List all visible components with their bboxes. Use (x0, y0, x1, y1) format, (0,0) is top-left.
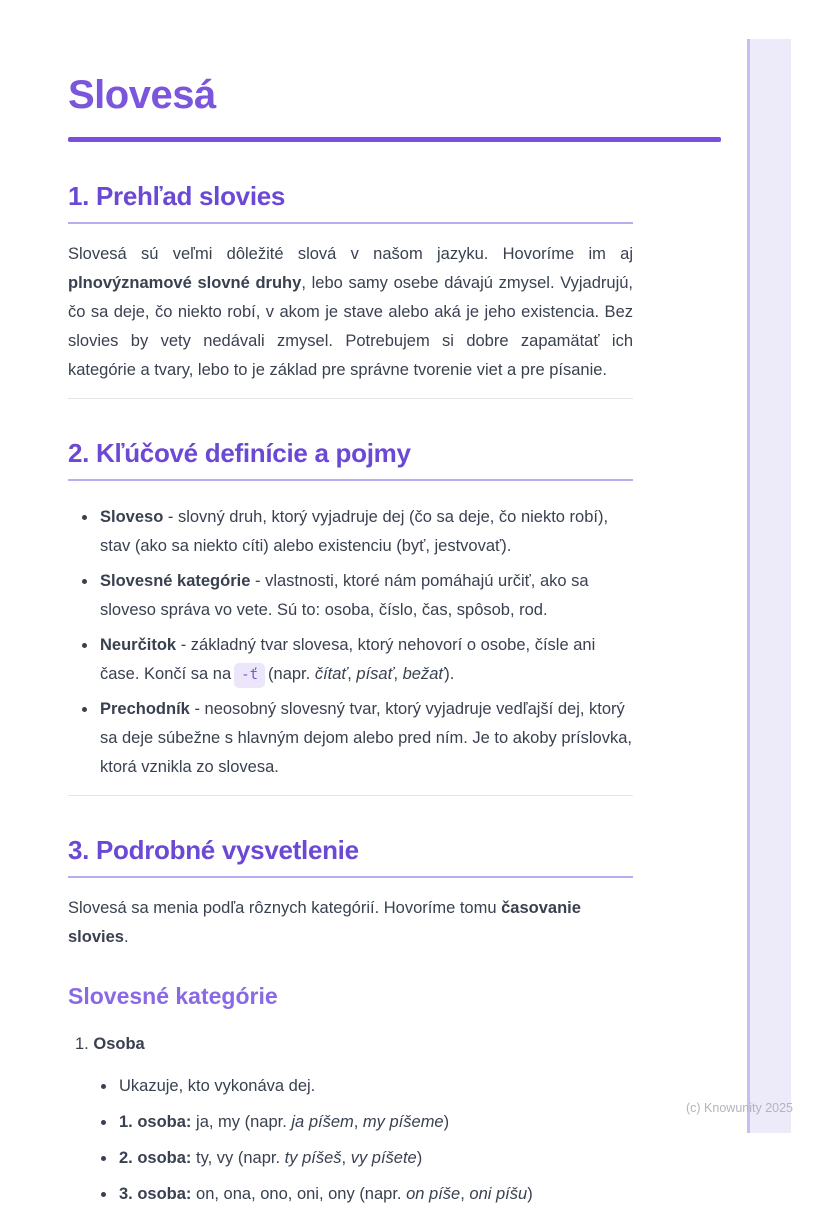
text-segment: plnovýznamové slovné druhy (68, 274, 302, 292)
text-segment: Neurčitok (100, 636, 177, 654)
text-segment: - neosobný slovesný tvar, ktorý vyjadruje vedľajší dej, ktorý sa deje súbežne s hlavným dejom alebo pred ním. Je to akoby príslovka, ktorá vznikla zo slovesa. (100, 700, 632, 776)
text-segment: ) (527, 1185, 533, 1203)
osoba-sub-list (75, 1072, 633, 1209)
inline-code-chip: -ť (234, 663, 265, 688)
text-segment: , (460, 1185, 470, 1203)
sub-list-item (117, 1108, 633, 1137)
text-segment: písať (356, 665, 394, 683)
text-segment: - základný tvar slovesa, ktorý nehovorí o osobe, čísle ani čase. Končí sa na (100, 636, 596, 683)
text-segment: , (353, 1113, 363, 1131)
text-segment: 3. osoba: (119, 1185, 192, 1203)
text-segment: ) (443, 1113, 450, 1131)
text-segment: Prechodník (100, 700, 190, 718)
text-segment: my píšeme (362, 1113, 444, 1131)
text-segment: Sloveso (100, 508, 164, 526)
subsection-heading-categories: Slovesné kategórie (68, 983, 278, 1009)
text-segment: 1. osoba: (119, 1113, 192, 1131)
document-content (68, 0, 633, 1216)
explanation-paragraph (68, 894, 633, 952)
numbered-item-label: Osoba (93, 1035, 145, 1053)
text-segment: ty píšeš (284, 1149, 342, 1167)
numbered-item-number: 1. (75, 1035, 89, 1053)
title-rule (68, 137, 721, 142)
section-divider (68, 795, 633, 796)
text-segment: Slovesá sú veľmi dôležité slová v našom jazyku. Hovoríme im aj (68, 245, 633, 263)
text-segment: vy píšete (350, 1149, 417, 1167)
sub-list-item (117, 1072, 633, 1101)
section-heading-definitions: 2. Kľúčové definície a pojmy (68, 437, 633, 481)
list-item-slovesne-kategorie (98, 567, 633, 625)
sub-list-item (117, 1144, 633, 1173)
section-divider (68, 398, 633, 399)
text-segment: . (123, 928, 129, 946)
text-segment: , (341, 1149, 351, 1167)
text-segment: Slovesné kategórie (100, 572, 251, 590)
section-overview (68, 180, 633, 385)
list-item-sloveso (98, 503, 633, 561)
text-segment: ja, my (napr. (191, 1113, 292, 1131)
page-edge-stripe (747, 39, 791, 1133)
categories-list (68, 1030, 633, 1209)
text-segment: bežať (402, 665, 445, 683)
text-segment: - slovný druh, ktorý vyjadruje dej (čo sa deje, čo niekto robí), stav (ako sa niekto cíti) alebo existenciu (byť, jestvovať). (100, 508, 609, 555)
text-segment: on píše (406, 1185, 461, 1203)
section-definitions (68, 437, 633, 782)
text-segment: ). (444, 665, 455, 683)
numbered-item-osoba (75, 1030, 633, 1209)
section-heading-overview: 1. Prehľad slovies (68, 180, 633, 224)
overview-paragraph (68, 240, 633, 385)
text-segment: , lebo samy osebe dávajú zmysel. Vyjadrujú, čo sa deje, čo niekto robí, v akom je stave alebo aká je jeho existencia. Bez slovies by vety nedávali zmysel. Potrebujem si dobre zapamätať ich kategórie a tvary, lebo to je základ pre správne tvorenie viet a pre písanie. (68, 274, 634, 379)
section-heading-explanation: 3. Podrobné vysvetlenie (68, 834, 633, 878)
text-segment: ja píšem (291, 1113, 354, 1131)
text-segment: (napr. (268, 665, 315, 683)
text-segment: , (347, 665, 357, 683)
sub-list-item (117, 1180, 633, 1209)
text-segment: oni píšu (469, 1185, 528, 1203)
text-segment: - vlastnosti, ktoré nám pomáhajú určiť, ako sa sloveso správa vo vete. Sú to: osoba, číslo, čas, spôsob, rod. (100, 572, 589, 619)
page-title: Slovesá (68, 73, 216, 117)
text-segment: časovanie slovies (68, 899, 581, 946)
copyright-footer: (c) Knowunity 2025 (686, 1101, 794, 1115)
list-item-neurcitok (98, 631, 633, 689)
text-segment: čítať (314, 665, 348, 683)
text-segment: Ukazuje, kto vykonáva dej. (119, 1077, 316, 1095)
list-item-prechodnik (98, 695, 633, 782)
section-explanation (68, 834, 633, 1209)
text-segment: Slovesá sa menia podľa rôznych kategórií. Hovoríme tomu (68, 899, 502, 917)
definitions-list (68, 503, 633, 782)
text-segment: , (393, 665, 403, 683)
text-segment: 2. osoba: (119, 1149, 192, 1167)
text-segment: on, ona, ono, oni, ony (napr. (191, 1185, 407, 1203)
text-segment: ) (416, 1149, 423, 1167)
text-segment: ty, vy (napr. (191, 1149, 285, 1167)
